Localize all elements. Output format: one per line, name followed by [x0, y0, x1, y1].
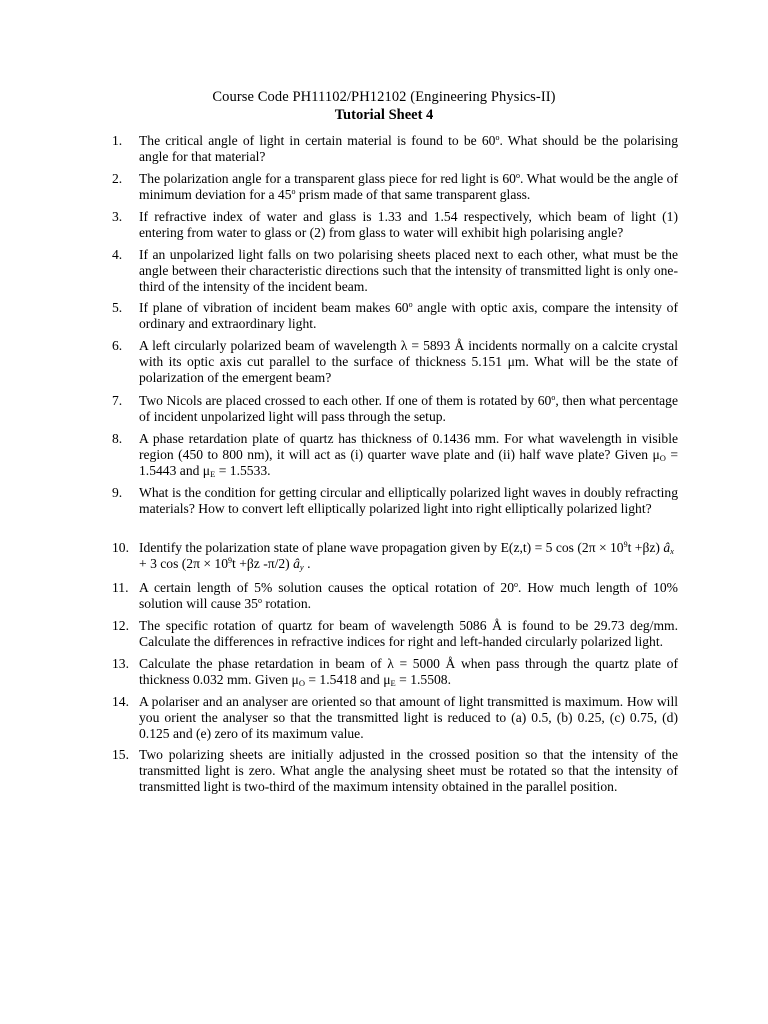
- question-item: [112, 338, 678, 386]
- question-text: A certain length of 5% solution causes the optical rotation of 20$^o$. How much length of 10% solution will cause 35$^o$ rotation.: [139, 580, 678, 611]
- question-text: A phase retardation plate of quartz has thickness of 0.1436 mm. For what wavelength in visible region (450 to 800 nm), it will act as (i) quarter wave plate and (ii) half wave plate? Given $\mu_O = 1.5443$ and $\mu_E = 1.5533$.: [139, 431, 678, 479]
- course-code-title: Course Code PH11102/PH12102 (Engineering Physics-II): [212, 89, 556, 105]
- question-item: [112, 618, 678, 650]
- question-item: [112, 431, 678, 479]
- question-number: 3.: [112, 209, 123, 224]
- question-text: If plane of vibration of incident beam makes 60$^o$ angle with optic axis, compare the intensity of ordinary and extraordinary light.: [139, 300, 678, 331]
- question-item: [112, 694, 678, 742]
- question-text: Two Nicols are placed crossed to each other. If one of them is rotated by 60$^o$, then what percentage of incident unpolarized light will pass through the setup.: [139, 393, 678, 424]
- question-number: 7.: [112, 393, 123, 408]
- question-number: 5.: [112, 300, 123, 315]
- question-number: 15.: [112, 747, 129, 762]
- question-text: If an unpolarized light falls on two polarising sheets placed next to each other, what must be the angle between their characteristic directions such that the intensity of transmitted light is only one-third of the intensity of the incident beam.: [139, 247, 678, 294]
- question-number: 8.: [112, 431, 123, 446]
- question-item: [112, 247, 678, 295]
- question-text: The specific rotation of quartz for beam of wavelength 5086 Å is found to be 29.73 deg/mm. Calculate the differences in refractive indices for right and left-handed circularly polarized light.: [139, 618, 678, 649]
- question-text: The polarization angle for a transparent glass piece for red light is 60$^o$. What would be the angle of minimum deviation for a 45$^o$ prism made of that same transparent glass.: [139, 171, 678, 202]
- question-number: 1.: [112, 133, 123, 148]
- question-number: 2.: [112, 171, 123, 186]
- question-item: [112, 580, 678, 612]
- question-text: A polariser and an analyser are oriented so that amount of light transmitted is maximum. How will you orient the analyser so that the transmitted light is reduced to (a) 0.5, (b) 0.25, (c) 0.75, (d) 0.125 and (e) zero of its maximum value.: [139, 694, 678, 741]
- question-number: 9.: [112, 485, 123, 500]
- question-text: A left circularly polarized beam of wavelength λ = 5893 Å incidents normally on a calcite crystal with its optic axis cut parallel to the surface of thickness 5.151 μm. What will be the state of polarization of the emergent beam?: [139, 338, 678, 385]
- question-number: 4.: [112, 247, 123, 262]
- question-text: Identify the polarization state of plane wave propagation given by E(z,t) = 5 $\cos (2\pi \times 10^9t +\beta z)$ $â_x + 3$ $\cos (2\pi \times 10^9t +\beta z$ -π/2) $â_y$ .: [139, 540, 674, 572]
- question-item: [112, 209, 678, 241]
- question-item: [112, 747, 678, 795]
- question-number: 13.: [112, 656, 129, 671]
- question-number: 10.: [112, 540, 129, 555]
- question-text: Two polarizing sheets are initially adjusted in the crossed position so that the intensity of the transmitted light is zero. What angle the analysing sheet must be rotated so that the intensity of transmitted light is two-third of the maximum intensity obtained in the parallel position.: [139, 747, 678, 794]
- page-header: [0, 88, 768, 124]
- question-text: If refractive index of water and glass is 1.33 and 1.54 respectively, which beam of light (1) entering from water to glass or (2) from glass to water will exhibit high polarising angle?: [139, 209, 678, 240]
- question-item: [112, 656, 678, 688]
- question-item: [112, 171, 678, 203]
- question-item: [112, 540, 678, 572]
- tutorial-sheet-title: Tutorial Sheet 4: [334, 107, 434, 123]
- question-item: [112, 133, 678, 165]
- question-item: [112, 300, 678, 332]
- question-item: [112, 485, 678, 517]
- question-text: What is the condition for getting circular and elliptically polarized light waves in doubly refracting materials? How to convert left elliptically polarized light into right elliptically polarized light?: [139, 485, 678, 516]
- question-text: The critical angle of light in certain material is found to be 60$^o$. What should be the polarising angle for that material?: [139, 133, 678, 164]
- question-item: [112, 393, 678, 425]
- question-text: Calculate the phase retardation in beam of λ = 5000 Å when pass through the quartz plate of thickness 0.032 mm. Given $\mu_O = 1.5418$ and $\mu_E = 1.5508$.: [139, 656, 678, 688]
- question-number: 12.: [112, 618, 129, 633]
- question-number: 14.: [112, 694, 129, 709]
- question-number: 6.: [112, 338, 123, 353]
- question-number: 11.: [112, 580, 129, 595]
